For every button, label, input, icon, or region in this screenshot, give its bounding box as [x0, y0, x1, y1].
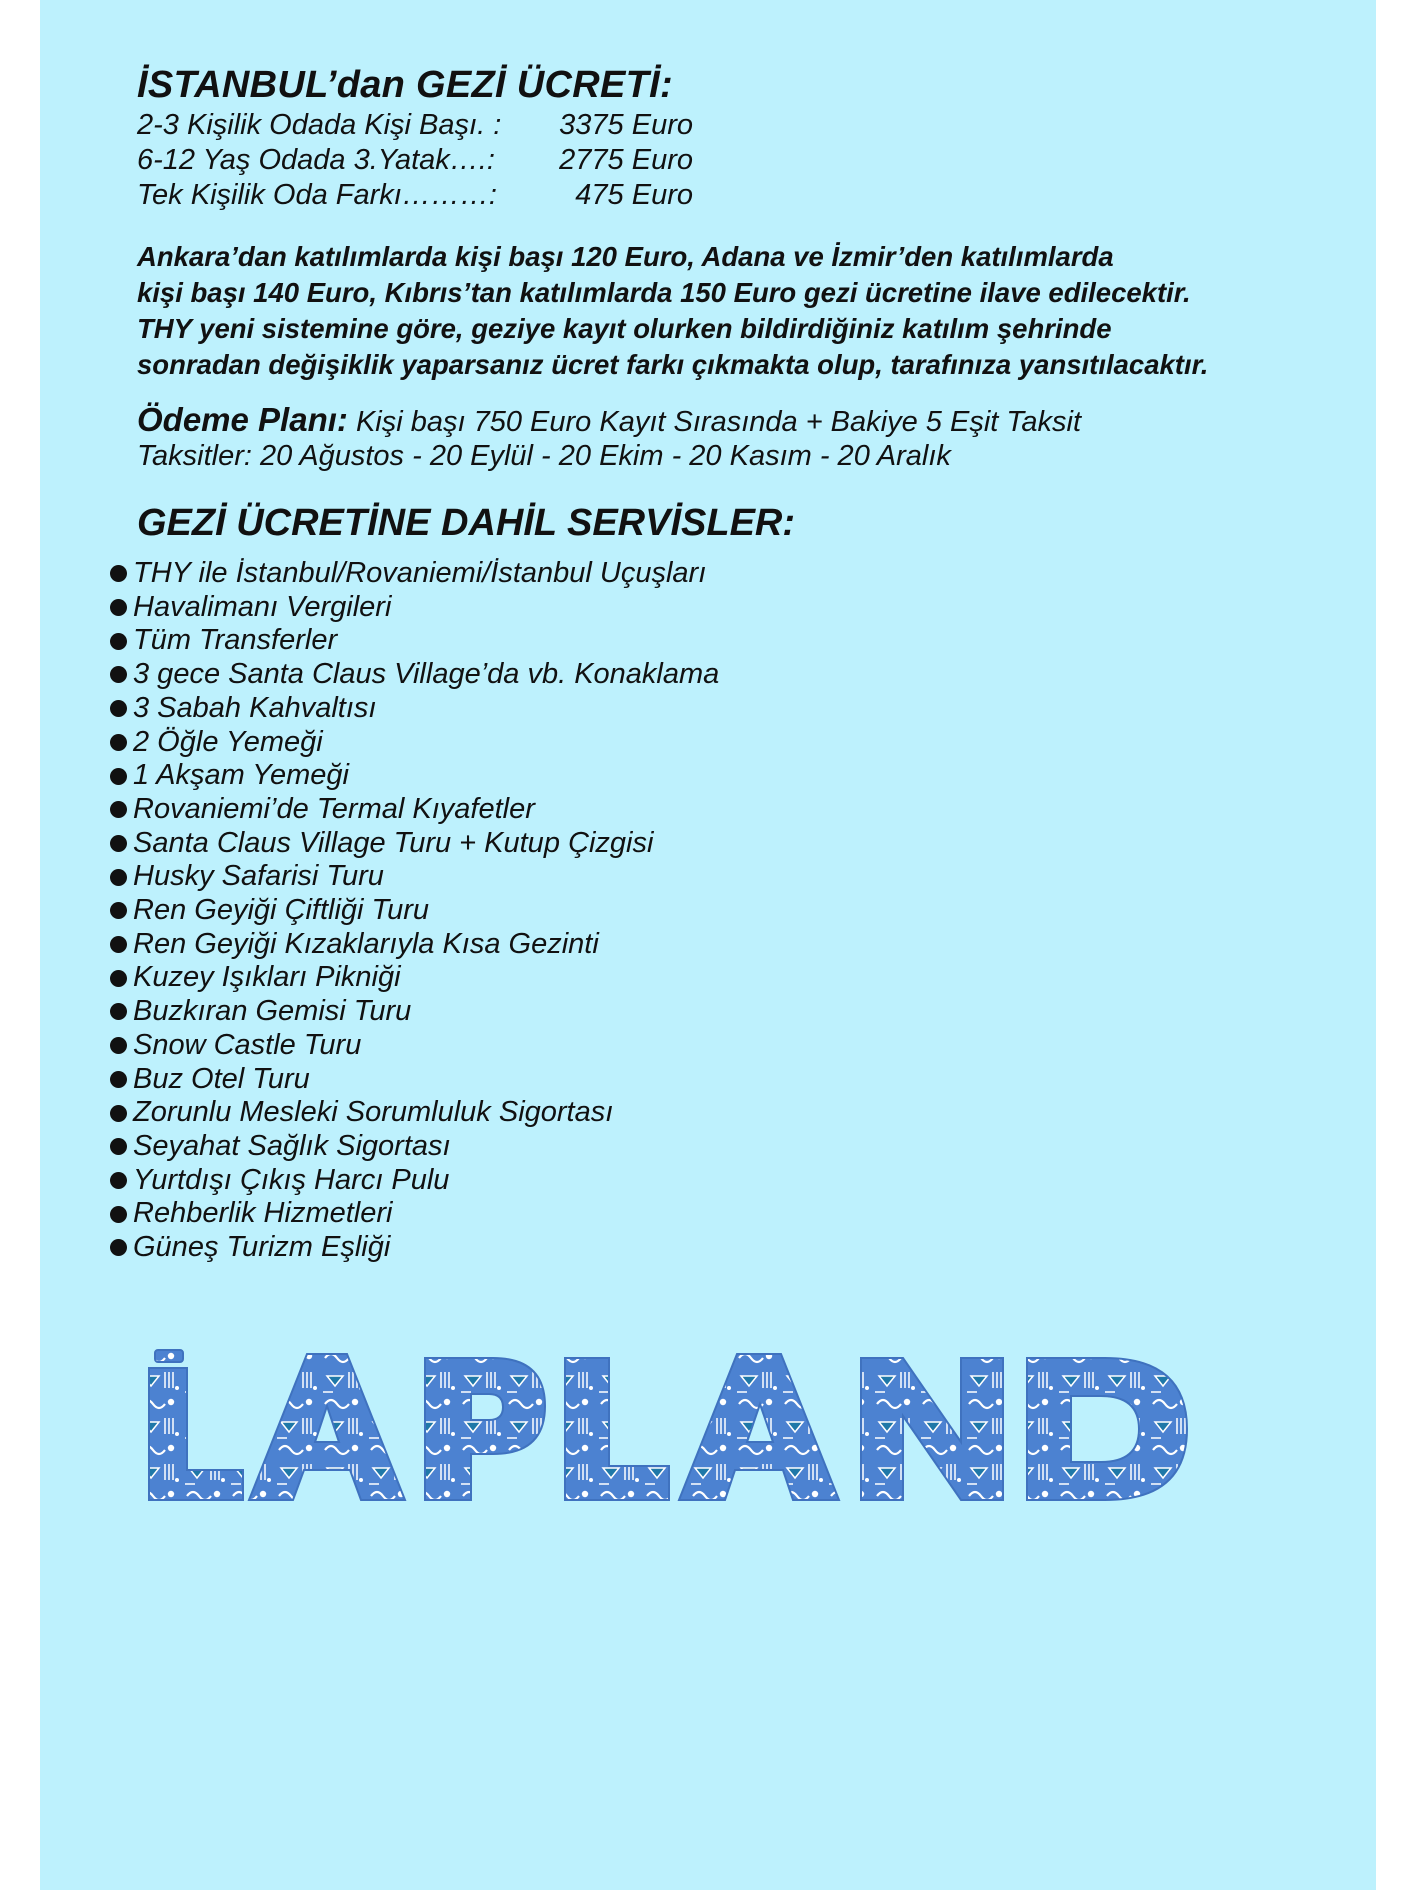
service-item [110, 827, 719, 861]
logo-letter-a1 [249, 1354, 405, 1500]
installments-line: Taksitler: 20 Ağustos - 20 Eylül - 20 Ekim - 20 Kasım - 20 Aralık [137, 440, 951, 472]
payment-line [137, 403, 1367, 439]
price-value: 2775 Euro [559, 144, 693, 176]
bullet-icon [110, 700, 127, 717]
bullet-icon [110, 1071, 127, 1088]
logo-letter-n [861, 1358, 1003, 1500]
service-label: Rehberlik Hizmetleri [133, 1197, 393, 1230]
logo-letter-p [425, 1358, 545, 1500]
service-item [110, 759, 719, 793]
logo-letter-l2 [565, 1358, 669, 1500]
bullet-icon [110, 902, 127, 919]
service-item [110, 658, 719, 692]
service-label: Ren Geyiği Çiftliği Turu [133, 894, 430, 927]
text-content [137, 62, 1367, 545]
service-item [110, 1029, 719, 1063]
service-label: Seyahat Sağlık Sigortası [133, 1129, 451, 1162]
departure-notes [137, 239, 1367, 383]
service-item [110, 1231, 719, 1265]
service-label: Santa Claus Village Turu + Kutup Çizgisi [133, 826, 654, 859]
note-line: sonradan değişiklik yaparsanız ücret farkı çıkmakta olup, tarafınıza yansıtılacaktır. [137, 349, 1209, 380]
service-item [110, 557, 719, 591]
service-label: Buzkıran Gemisi Turu [133, 995, 412, 1028]
price-heading: İSTANBUL’dan GEZİ ÜCRETİ: [137, 64, 673, 106]
logo-letter-l1-dot [155, 1350, 183, 1362]
service-item [110, 793, 719, 827]
service-item [110, 624, 719, 658]
service-item [110, 860, 719, 894]
payment-plan [137, 403, 1367, 473]
service-item [110, 961, 719, 995]
bullet-icon [110, 869, 127, 886]
service-label: Tüm Transferler [133, 624, 338, 657]
lapland-logo [137, 1348, 1281, 1508]
bullet-icon [110, 734, 127, 751]
brochure-page [40, 0, 1376, 1890]
price-label: 2-3 Kişilik Odada Kişi Başı. : [137, 109, 502, 141]
bullet-icon [110, 970, 127, 987]
service-label: Kuzey Işıkları Pikniği [133, 961, 401, 994]
bullet-icon [110, 1239, 127, 1256]
price-label: Tek Kişilik Oda Farkı………: [137, 179, 497, 211]
service-item [110, 591, 719, 625]
service-label: Zorunlu Mesleki Sorumluluk Sigortası [133, 1096, 614, 1129]
logo-letter-l1 [149, 1368, 243, 1500]
logo-letter-d [1027, 1358, 1187, 1500]
service-label: 2 Öğle Yemeği [133, 725, 323, 758]
bullet-icon [110, 599, 127, 616]
payment-title: Ödeme Planı: [137, 401, 348, 438]
service-item [110, 928, 719, 962]
bullet-icon [110, 666, 127, 683]
note-line: THY yeni sistemine göre, geziye kayıt olurken bildirdiğiniz katılım şehrinde [137, 313, 1112, 344]
service-label: Rovaniemi’de Termal Kıyafetler [133, 792, 535, 825]
price-row [137, 143, 1367, 178]
bullet-icon [110, 1172, 127, 1189]
service-label: Husky Safarisi Turu [133, 860, 384, 893]
bullet-icon [110, 936, 127, 953]
services-heading: GEZİ ÜCRETİNE DAHİL SERVİSLER: [137, 502, 796, 544]
price-row [137, 108, 1367, 143]
bullet-icon [110, 1105, 127, 1122]
service-label: Güneş Turizm Eşliği [133, 1231, 391, 1264]
service-label: Buz Otel Turu [133, 1062, 310, 1095]
service-item [110, 894, 719, 928]
price-row [137, 178, 1367, 213]
bullet-icon [110, 1206, 127, 1223]
service-label: Snow Castle Turu [133, 1028, 362, 1061]
price-label: 6-12 Yaş Odada 3.Yatak….: [137, 144, 495, 176]
price-table [137, 108, 1367, 213]
service-label: THY ile İstanbul/Rovaniemi/İstanbul Uçuşları [133, 557, 707, 589]
price-value: 475 Euro [575, 179, 693, 211]
service-label: 3 Sabah Kahvaltısı [133, 691, 377, 724]
service-label: Ren Geyiği Kızaklarıyla Kısa Gezinti [133, 927, 599, 960]
payment-text: Kişi başı 750 Euro Kayıt Sırasında + Bakiye 5 Eşit Taksit [355, 406, 1082, 438]
service-item [110, 1063, 719, 1097]
bullet-icon [110, 835, 127, 852]
service-item [110, 1096, 719, 1130]
bullet-icon [110, 1037, 127, 1054]
bullet-icon [110, 1138, 127, 1155]
bullet-icon [110, 565, 127, 582]
service-item [110, 726, 719, 760]
service-label: Havalimanı Vergileri [133, 590, 392, 623]
service-item [110, 1197, 719, 1231]
service-item [110, 1164, 719, 1198]
service-label: 1 Akşam Yemeği [133, 759, 349, 792]
service-label: 3 gece Santa Claus Village’da vb. Konaklama [133, 658, 720, 691]
price-value: 3375 Euro [559, 109, 693, 141]
services-list [110, 557, 719, 1265]
logo-letter-a2 [679, 1354, 839, 1500]
note-line: Ankara’dan katılımlarda kişi başı 120 Euro, Adana ve İzmir’den katılımlarda [137, 241, 1114, 272]
bullet-icon [110, 801, 127, 818]
service-item [110, 692, 719, 726]
note-line: kişi başı 140 Euro, Kıbrıs’tan katılımlarda 150 Euro gezi ücretine ilave edilecektir. [137, 277, 1191, 308]
service-item [110, 1130, 719, 1164]
service-label: Yurtdışı Çıkış Harcı Pulu [133, 1163, 450, 1196]
bullet-icon [110, 768, 127, 785]
bullet-icon [110, 633, 127, 650]
service-item [110, 995, 719, 1029]
bullet-icon [110, 1003, 127, 1020]
